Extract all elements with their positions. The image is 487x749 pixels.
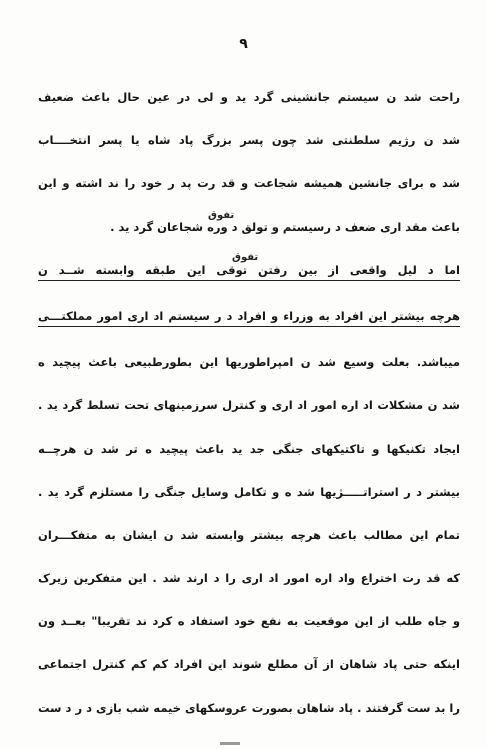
page-number: ۹: [239, 36, 248, 52]
text-line: شد ن مشکلات اد اره امور اد اری و کنترل سرزمینهای تحت تسلط گرد ید .: [38, 398, 460, 413]
body-text: [38, 90, 460, 744]
text-line-underlined: اما د لیل واقعی از بین رفتن توقی این طبقه وابسته شــد ن: [38, 263, 460, 281]
text-line: تمام این مطالب باعث هرچه بیشتر وابسته شد ن ایشان به متفکـــران: [38, 527, 460, 542]
text-line: و جاه طلب از این موقعیت به نفع خود استفاد ه کرد ند تقریبا" بعــد ون: [38, 614, 460, 629]
text-line: میباشد. بعلت وسیع شد ن امپراطوریها این بطورطبیعی باعث پیچید ه: [38, 355, 460, 370]
text-line: ایجاد تکنیکها و تاکتیکهای جنگی جد ید باعث پیچید ه تر شد ن هرچــه: [38, 441, 460, 456]
handwritten-annotation: تفوق: [208, 210, 235, 221]
page-edge-mark: [220, 742, 240, 745]
text-line: که قد رت اختراع واد اره امور اد اری را د ارند شد . این متفکرین زیرک: [38, 571, 460, 586]
text-line: شد ن رژیم سلطنتی شد چون پسر بزرگ پاد شاه یا پسر انتخــــاب: [38, 133, 460, 148]
text-line-underlined: هرچه بیشتر این افراد به وزراء و افراد د ر سیستم اد اری امور مملکتـــی: [38, 309, 460, 327]
handwritten-annotation: تفوق: [232, 252, 259, 263]
text-line: اینکه حتی پاد شاهان از آن مطلع شوند این افراد کم کم کنترل اجتماعی: [38, 657, 460, 672]
text-line: بیشتر د ر استراتـــــژیها شد ه و تکامل وسایل جنگی را مستلزم گرد ید .: [38, 484, 460, 499]
text-line: باعث مقد اری ضعف د رسیستم و تولق د وره شجاعان گرد ید .: [110, 219, 460, 234]
text-line: راحت شد ن سیستم جانشینی گرد ید و لی در عین حال باعث ضعیف: [38, 90, 460, 104]
text-line: را بد ست گرفتند . پاد شاهان بصورت عروسکهای خیمه شب بازی د ر د ست: [38, 700, 460, 715]
text-line: شد ه برای جانشین همیشه شجاعت و قد رت پد ر خود را ند اشته و این: [38, 176, 460, 191]
